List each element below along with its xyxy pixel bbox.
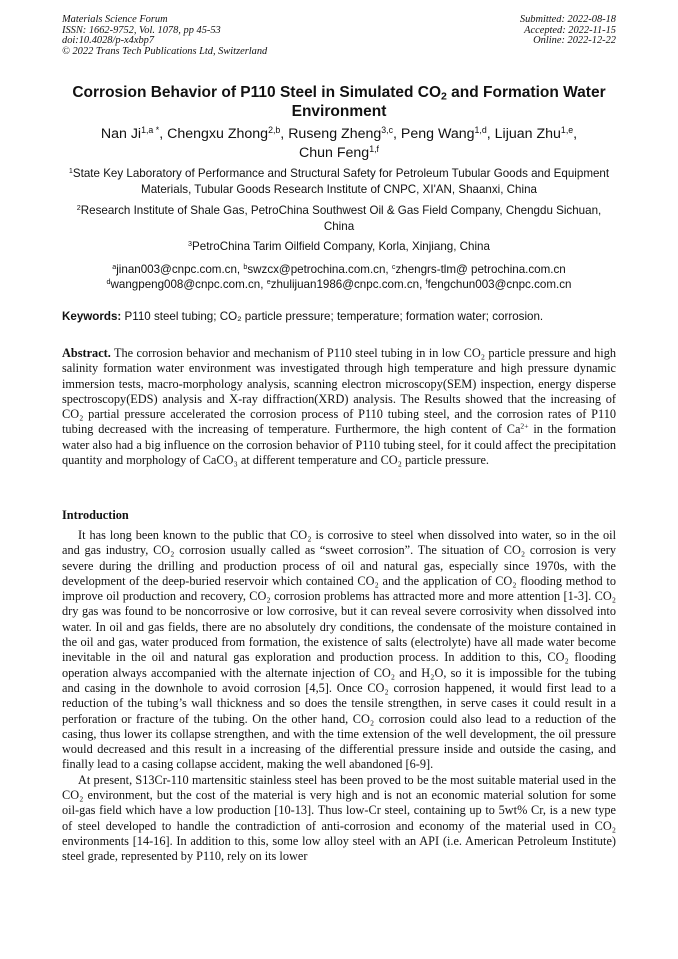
author: Chengxu Zhong$^{2,b}$ [167, 125, 281, 142]
author: Peng Wang$^{1,d}$ [400, 125, 487, 142]
author: Chun Feng$^{1,f}$ [299, 144, 379, 161]
journal-info [62, 15, 267, 57]
date-submitted: Submitted: 2022-08-18 [519, 14, 616, 25]
author: Ruseng Zheng$^{3,c}$ [288, 125, 394, 142]
journal-copyright: © 2022 Trans Tech Publications Ltd, Switzerland [62, 45, 268, 57]
section-heading-introduction: Introduction [62, 508, 129, 522]
abstract-label: Abstract. [62, 346, 111, 360]
keywords-text: P110 steel tubing; CO₂ particle pressure; temperature; formation water; corrosion. [124, 310, 544, 323]
abstract: Abstract. The corrosion behavior and mechanism of P110 steel tubing in in low CO₂ particle pressure and high salinity formation water environment was investigated through high temperature and high pressure dynamic immersion tests, macro-morphology analysis, scanning electron microscopy(SEM) inspection, energy disperse spectroscopy(EDS) analysis and X-ray diffraction(XRD) analysis. The Results showed that the increasing of CO₂ partial pressure accelerated the corrosion process of P110 tubing steel, and the corrosion rates of P110 tubing decreased with the increasing of temperature. Furthermore, the high content of $Ca^{2+}$ in the formation water also had a big influence on the corrosion behavior of P110 tubing steel, for it could affect the precipitation quantity and morphology of CaCO₃ at different temperature and CO₂ particle pressure. [62, 346, 616, 468]
email-link[interactable]: $^e$zhulijuan1986@cnpc.com.cn [266, 277, 420, 291]
paper-title: Corrosion Behavior of P110 Steel in Simulated $CO_2$ and Formation Water Environment [72, 84, 606, 120]
journal-issn: ISSN: 1662-9752, Vol. 1078, pp 45-53 [62, 24, 221, 36]
email-link[interactable]: $^d$wangpeng008@cnpc.com.cn [106, 277, 261, 291]
author: Nan $Ji^{1,a *}$ [100, 125, 160, 142]
introduction-body [62, 528, 616, 865]
email-link[interactable]: $^a$jinan003@cnpc.com.cn [112, 262, 237, 276]
affiliation-2: $^2$Research Institute of Shale Gas, PetroChina Southwest Oil & Gas Field Company, Chengdu Sichuan, China [76, 203, 602, 233]
affiliation-1: $^1$State Key Laboratory of Performance and Structural Safety for Petroleum Tubular Goods and Equipment Materials, Tubular Goods Research Institute of CNPC, XI'AN, Shaanxi, China [68, 166, 610, 196]
email-list: $^a$jinan003@cnpc.com.cn, $^b$swzcx@petrochina.com.cn, $^c$zhengrs-tlm@ petrochina.com.cn $^d$wangpeng008@cnpc.com.cn, $^e$zhulijuan1986@cnpc.com.cn, $^f$fengchun003@cnpc.com.cn [106, 262, 572, 291]
author: Lijuan Zhu$^{1,e}$ [494, 125, 574, 142]
email-link[interactable]: $^f$fengchun003@cnpc.com.cn [425, 277, 572, 291]
paragraph: It has long been known to the public that CO₂ is corrosive to steel when dissolved into water, so in the oil and gas industry, CO₂ corrosion usually called as “sweet corrosion”. The situation of CO₂ corrosion is very severe during the drilling and production process of oil and natural gas, especially since 1970s, with the development of the deep-buried reservoir which contained CO₂ and the application of CO₂ flooding method to improve oil production and recovery, CO₂ corrosion problems has attracted more and more attention [1-3]. CO₂ dry gas was found to be noncorrosive or low corrosive, but it can reveal severe corrosivity when dissolved into water. In oil and gas fields, there are no absolutely dry conditions, the condensate of the moisture contained in the oil and gas, water produced from formation, the existence of salts (electrolyte) have all made water become inevitable in the oil and natural gas exploration and production process. In addition to this, CO₂ flooding operation always accompanied with the alternate injection of CO₂ and H₂O, so it is impossible for the tubing and casing in the downhole to avoid corrosion [4,5]. Once CO₂ corrosion happened, it would first lead to a reduction of the tubing’s wall thickness and so does the tensile strengthen, in serve cases it could result in a perforation or fracture of the tubing. On the other hand, CO₂ corrosion could also lead to a reduction of the casing, thus lower its collapse strengthen, and with the time extension of the well development, the oil pressure would decreased and this result in a increasing of the differential pressure inside and outside the casing, and finally lead to a casing collapse accident, making the well abandoned [6-9]. [62, 528, 616, 772]
keywords-label: Keywords: [62, 310, 122, 323]
journal-name: Materials Science Forum [62, 14, 168, 25]
publication-dates [520, 15, 616, 47]
keywords [62, 309, 616, 324]
paragraph: At present, S13Cr-110 martensitic stainless steel has been proved to be the most suitable material used in the CO₂ environment, but the cost of the material is very high and is not an economic material solution for some oil-gas field which have a low production [10-13]. Thus low-Cr steel, containing up to 5wt% Cr, is a new type of steel developed to handle the contradiction of anti-corrosion and economy of the material used in CO₂ environments [14-16]. In addition to this, some low alloy steel with an API (i.e. American Petroleum Institute) steel grade, represented by P110, rely on its lower [62, 772, 616, 864]
journal-doi[interactable]: doi:10.4028/p-x4xbp7 [62, 35, 155, 47]
author-list: Nan $Ji^{1,a *}$, Chengxu Zhong$^{2,b}$, Ruseng Zheng$^{3,c}$, Peng Wang$^{1,d}$, Lijuan Zhu$^{1,e}$, Chun Feng$^{1,f}$ [100, 125, 578, 161]
email-link[interactable]: $^c$zhengrs-tlm@ petrochina.com.cn [391, 262, 566, 276]
affiliation-3: $^3$PetroChina Tarim Oilfield Company, Korla, Xinjiang, China [188, 239, 490, 253]
date-online: Online: 2022-12-22 [533, 35, 616, 47]
date-accepted: Accepted: 2022-11-15 [524, 24, 616, 36]
email-link[interactable]: $^b$swzcx@petrochina.com.cn [243, 262, 386, 276]
